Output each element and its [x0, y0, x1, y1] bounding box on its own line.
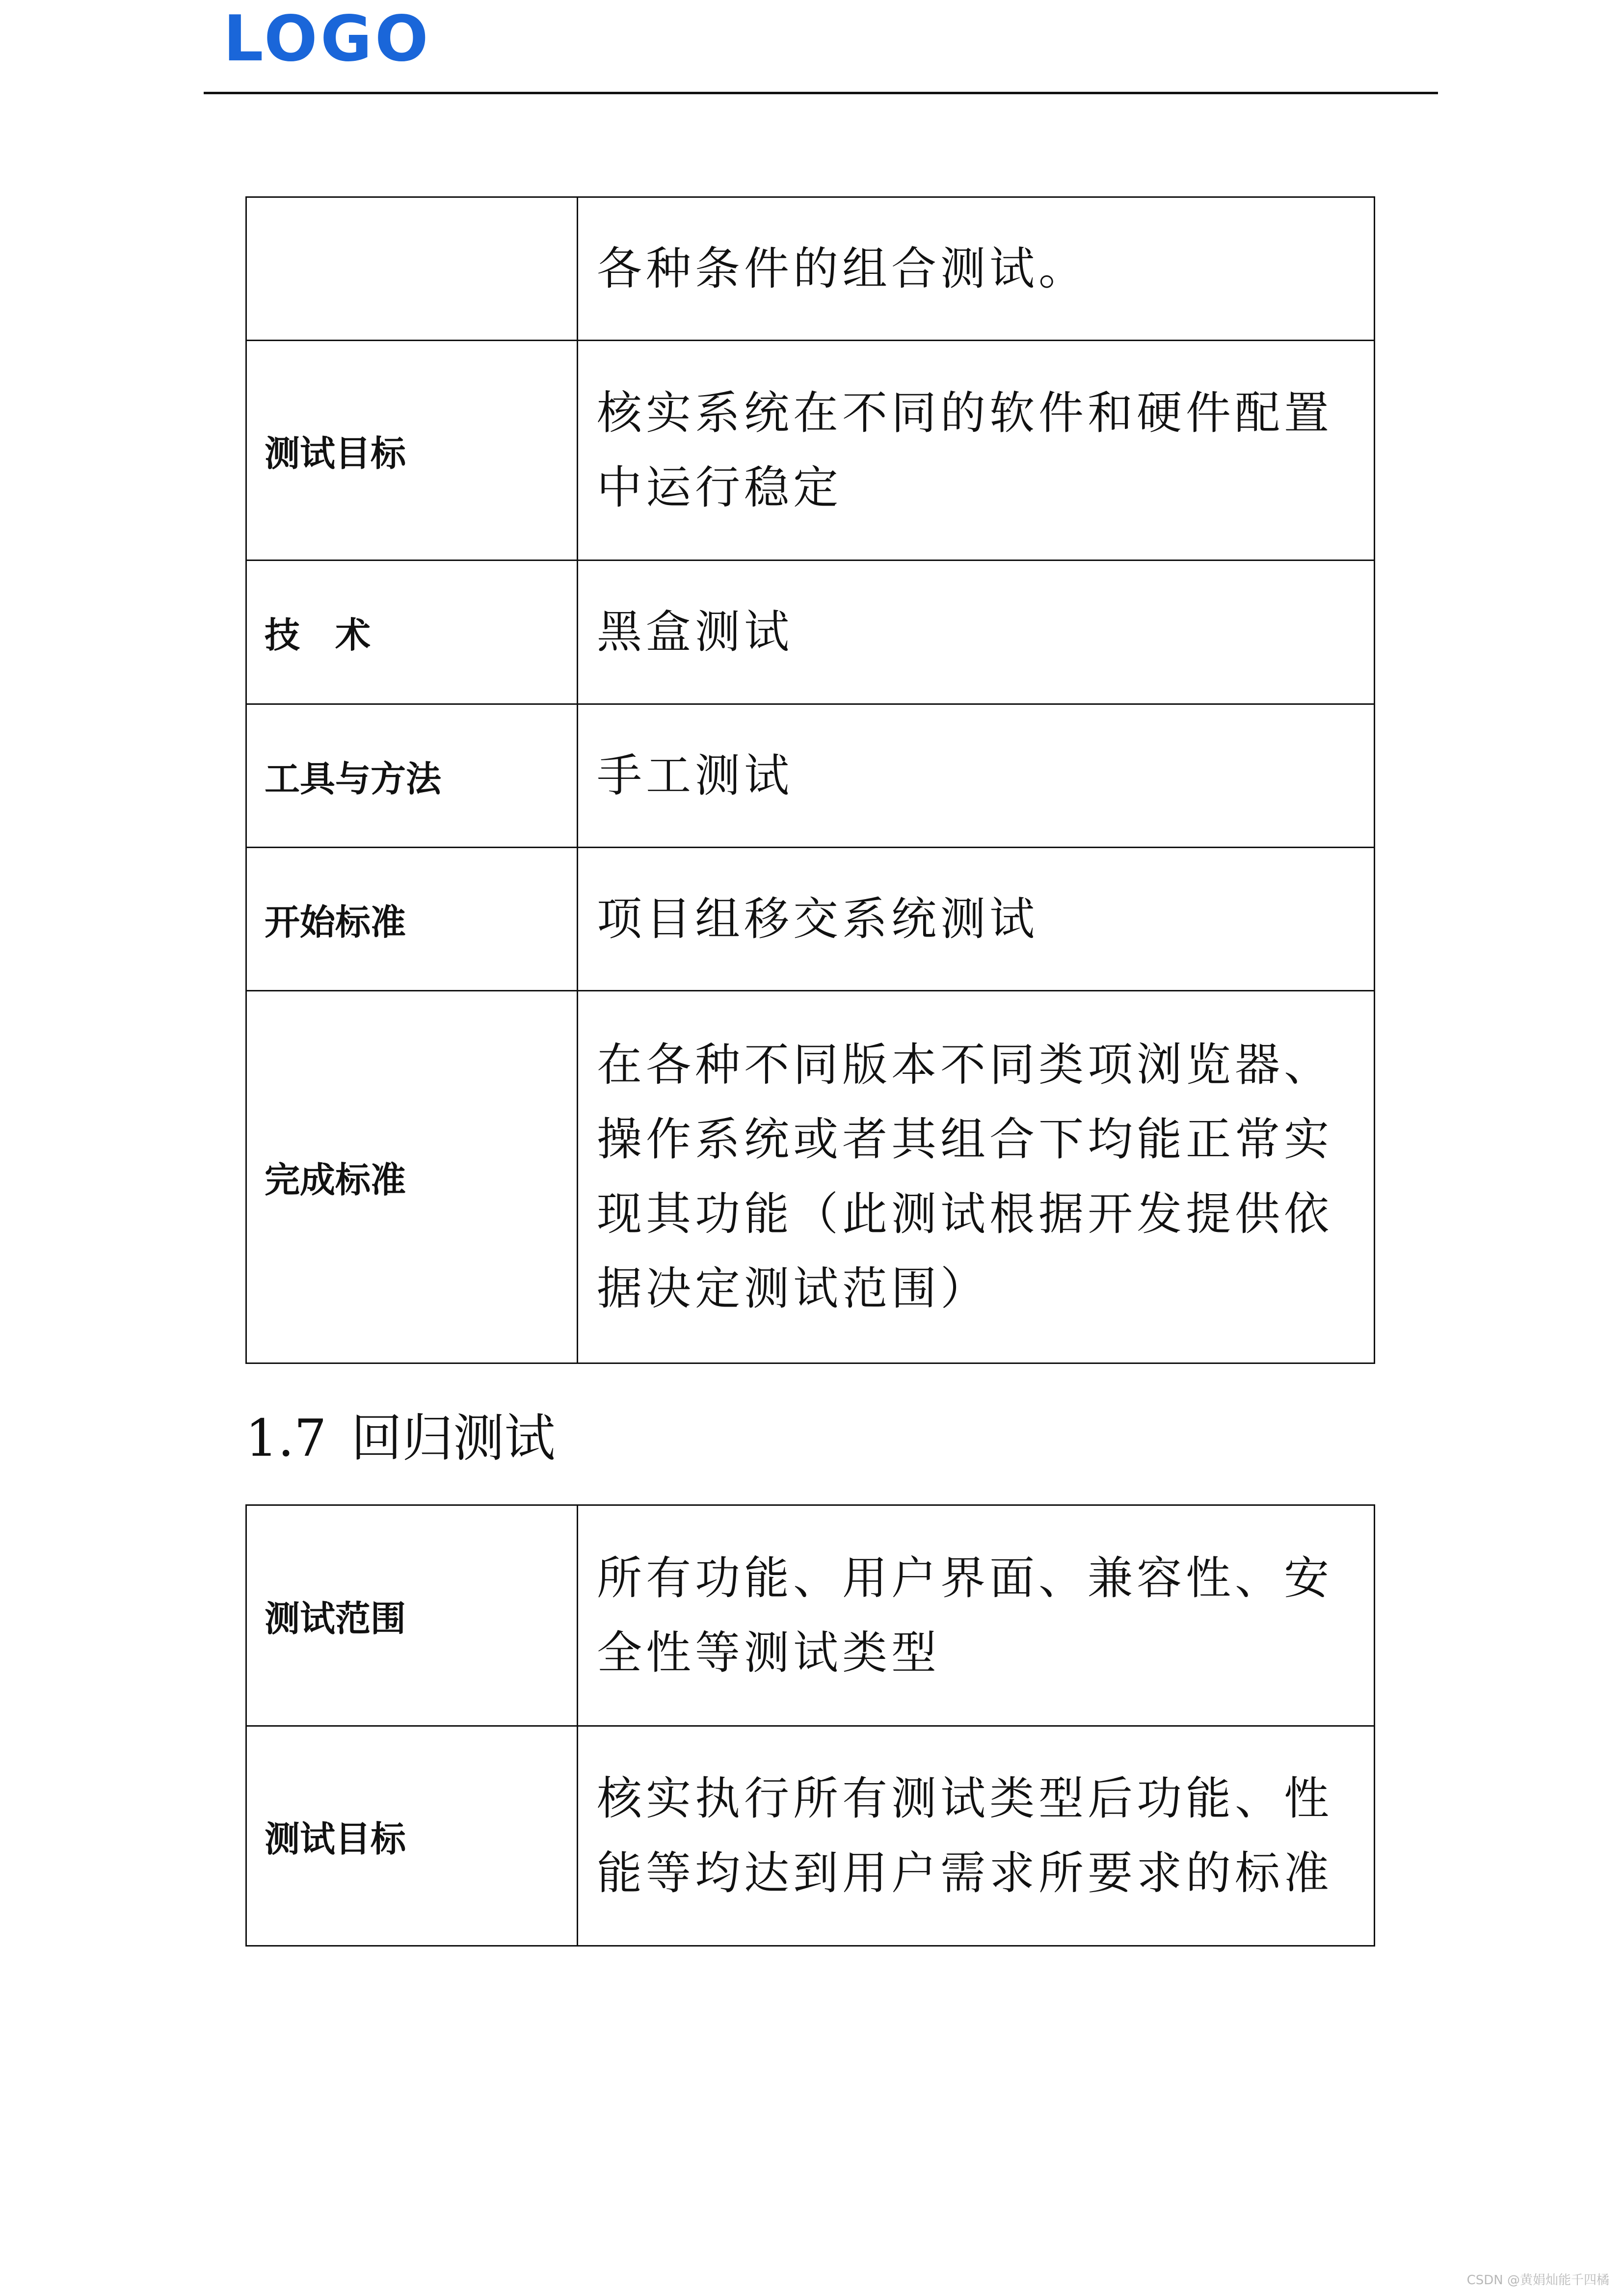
table-row: [246, 991, 1375, 1363]
table-row: [246, 561, 1375, 704]
section-number: 1.7: [245, 1408, 327, 1468]
row-value: 核实系统在不同的软件和硬件配置中运行稳定: [578, 341, 1375, 561]
table-row: [246, 341, 1375, 561]
header-divider: [204, 92, 1438, 94]
table-row: [246, 848, 1375, 991]
row-label: 测试目标: [246, 1726, 578, 1946]
compatibility-test-table: [245, 196, 1375, 1364]
section-title: 回归测试: [351, 1408, 556, 1468]
row-value: 在各种不同版本不同类项浏览器、操作系统或者其组合下均能正常实现其功能（此测试根据开发提供依据决定测试范围）: [578, 991, 1375, 1363]
row-label: [246, 197, 578, 341]
logo: LOGO: [223, 2, 431, 76]
row-value: 所有功能、用户界面、兼容性、安全性等测试类型: [578, 1505, 1375, 1726]
regression-test-table: [245, 1504, 1375, 1947]
table-row: [246, 704, 1375, 848]
watermark: CSDN @黄娟灿能千四橘: [1466, 2273, 1609, 2288]
row-label: 工具与方法: [246, 704, 578, 848]
row-value: 核实执行所有测试类型后功能、性能等均达到用户需求所要求的标准: [578, 1726, 1375, 1946]
row-value: 各种条件的组合测试。: [578, 197, 1375, 341]
table-row: [246, 1726, 1375, 1946]
row-label: 完成标准: [246, 991, 578, 1363]
table-row: [246, 197, 1375, 341]
row-label: 开始标准: [246, 848, 578, 991]
row-value: 黑盒测试: [578, 561, 1375, 704]
row-label: 技 术: [246, 561, 578, 704]
section-heading: [245, 1404, 555, 1472]
row-label: 测试范围: [246, 1505, 578, 1726]
row-value: 项目组移交系统测试: [578, 848, 1375, 991]
row-label: 测试目标: [246, 341, 578, 561]
row-value: 手工测试: [578, 704, 1375, 848]
table-row: [246, 1505, 1375, 1726]
